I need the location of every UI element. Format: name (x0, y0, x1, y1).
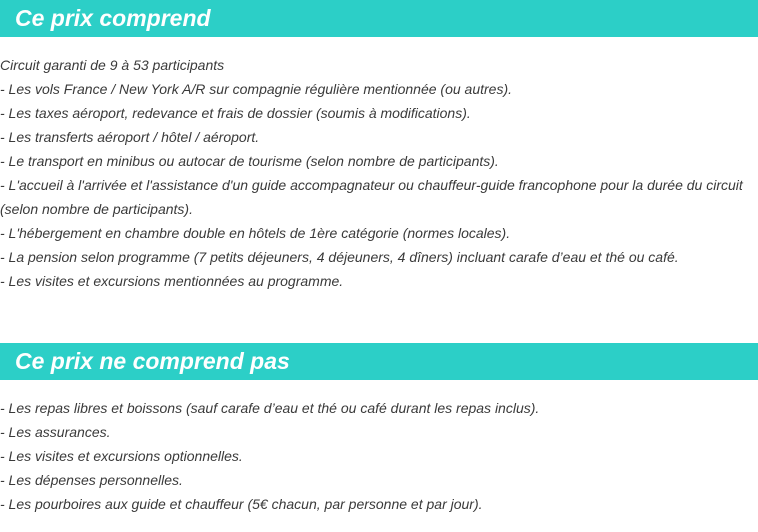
excludes-line: - Les assurances. (0, 424, 111, 440)
includes-line: - Le transport en minibus ou autocar de tourisme (selon nombre de participants). (0, 153, 499, 169)
includes-line: - L'hébergement en chambre double en hôtels de 1ère catégorie (normes locales). (0, 225, 511, 241)
excludes-line: - Les pourboires aux guide et chauffeur (5€ chacun, par personne et par jour). (0, 496, 483, 512)
includes-line: - L'accueil à l'arrivée et l'assistance d'un guide accompagnateur ou chauffeur-guide francophone pour la durée du circuit (selon nombre de participants). (0, 177, 743, 217)
includes-line: - Les taxes aéroport, redevance et frais de dossier (soumis à modifications). (0, 105, 471, 121)
excludes-section-title: Ce prix ne comprend pas (0, 343, 758, 380)
includes-line: - Les vols France / New York A/R sur compagnie régulière mentionnée (ou autres). (0, 81, 513, 97)
includes-line: - La pension selon programme (7 petits déjeuners, 4 déjeuners, 4 dîners) incluant carafe d’eau et thé ou café. (0, 249, 679, 265)
excludes-line: - Les dépenses personnelles. (0, 472, 183, 488)
excludes-list (0, 396, 756, 516)
includes-line: Circuit garanti de 9 à 53 participants (0, 57, 225, 73)
includes-section-title: Ce prix comprend (0, 0, 758, 37)
includes-line: - Les visites et excursions mentionnées au programme. (0, 273, 344, 289)
excludes-line: - Les repas libres et boissons (sauf carafe d’eau et thé ou café durant les repas inclus). (0, 400, 540, 416)
excludes-line: - Les visites et excursions optionnelles. (0, 448, 243, 464)
includes-line: - Les transferts aéroport / hôtel / aéroport. (0, 129, 260, 145)
includes-list (0, 53, 756, 293)
